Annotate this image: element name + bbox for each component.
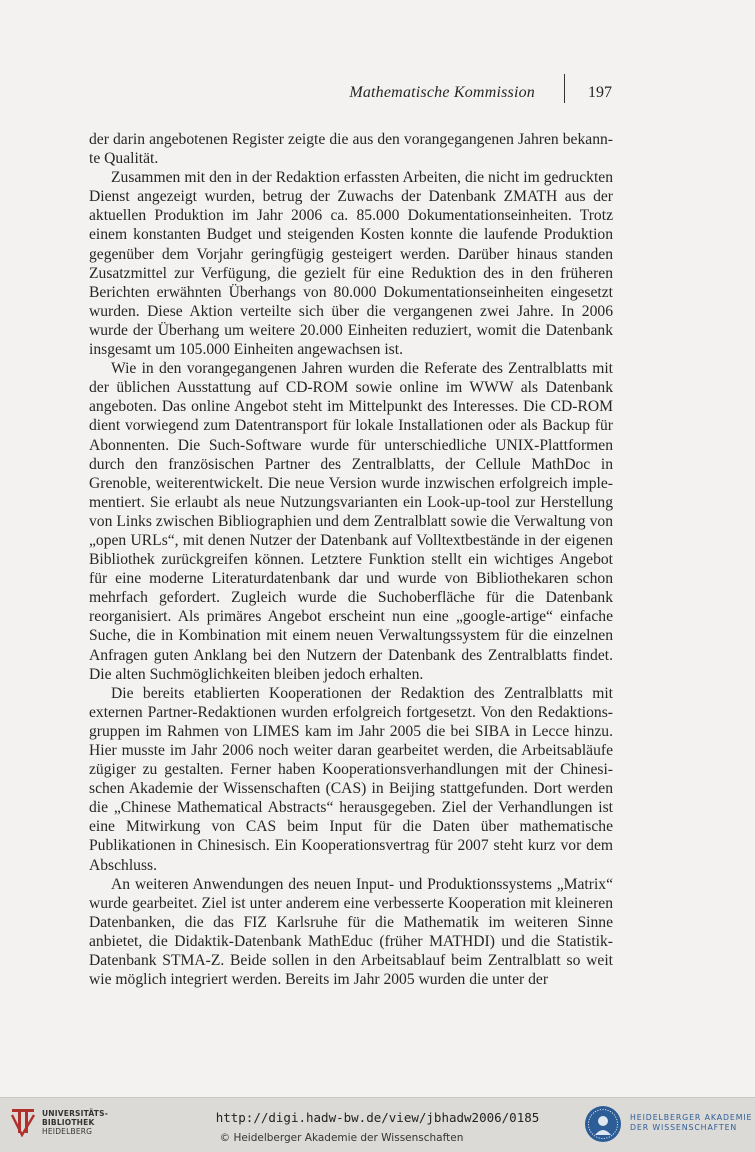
section-title: Mathematische Kommission	[349, 84, 535, 101]
academy-name-line2: DER WISSENSCHAFTEN	[630, 1123, 738, 1132]
library-name-line3: HEIDELBERG	[42, 1127, 93, 1136]
paragraph-4: Die bereits etablierten Kooperationen der Redaktion des Zentralblatts mit externen Partner-Redaktionen wurden erfolgreich fortgesetzt. Von den Redaktionsgruppen im Rahmen von LIMES kam im Jahr 2005 die bei SIBA in Lecce hinzu. Hier musste im Jahr 2006 noch weiter daran gearbeitet werden, die Arbeitsabläufe zügiger zu gestalten. Ferner haben Kooperationsverhandlungen mit der Chinesischen Akademie der Wissenschaften (CAS) in Beijing stattgefunden. Dort werden die „Chinese Mathematical Abstracts“ herausgegeben. Ziel der Verhandlungen ist eine Mitwirkung von CAS beim Input für die Daten über mathematische Publikationen in Chinesisch. Ein Kooperationsvertrag für 2007 steht kurz vor dem Abschluss.	[89, 684, 613, 874]
paragraph-5: An weiteren Anwendungen des neuen Input- und Produktionssystems „Matrix“ wurde gearbeitet. Ziel ist unter anderem eine verbesserte Kooperation mit kleineren Datenbanken, die das FIZ Karlsruhe für die Mathematik im weiteren Sinne anbietet, die Didaktik-Datenbank MathEduc (früher MATHDI) und die Statistik-Datenbank STMA-Z. Beide sollen in den Arbeitsablauf beim Zentralblatt so weit wie möglich integriert werden. Bereits im Jahr 2005 wurden die unter der	[89, 875, 613, 989]
paragraph-1: der darin angebotenen Register zeigte die aus den vorangegangenen Jahren bekannte Qualität.	[89, 131, 613, 168]
header-divider	[564, 74, 565, 103]
viewer-footer	[0, 1097, 755, 1152]
running-head	[0, 82, 755, 104]
hdaw-seal-icon[interactable]	[584, 1105, 622, 1143]
academy-name	[630, 1113, 752, 1133]
body-text	[89, 130, 613, 989]
academy-name-line1: HEIDELBERGER AKADEMIE	[630, 1113, 753, 1122]
paragraph-3: Wie in den vorangegangenen Jahren wurden die Referate des Zentralblatts mit der üblichen Ausstattung auf CD-ROM sowie online im WWW als Datenbank angeboten. Das online Angebot steht im Mittelpunkt des Interesses. Die CD-ROM dient vorwiegend zum Datentransport für lokale Installationen oder als Backup für Abonnenten. Die Such-Software wurde für unterschiedliche UNIX-Plattformen durch den französischen Partner des Zentralblatts, der Cellule MathDoc in Grenoble, weiterentwickelt. Die neue Version wurde inzwischen erfolgreich implementiert. Sie erlaubt als neue Nutzungsvarianten ein Look-up-tool zur Herstellung von Links zwischen Bibliographien und dem Zentralblatt sowie die Verwaltung von „open URLs“, mit denen Nutzer der Datenbank auf Volltextbestände in der eigenen Bibliothek zurückgreifen können. Letztere Funktion stellt ein wichtiges Angebot für eine moderne Literaturdatenbank dar und wurde von Bibliothekaren schon mehrfach gefordert. Zugleich wurde die Suchoberfläche für die Datenbank reorganisiert. Als primäres Angebot erscheint nun eine „google-artige“ einfache Suche, die in Kombination mit einem neuen Verwaltungssystem für die einzelnen Anfragen guten Anklang bei den Nutzern der Datenbank des Zentralblatts findet. Die alten Suchmöglichkeiten bleiben jedoch erhalten.	[89, 360, 613, 683]
library-name-line2: BIBLIOTHEK	[42, 1118, 95, 1127]
library-name-line1: UNIVERSITÄTS-	[42, 1109, 109, 1118]
paragraph-2: Zusammen mit den in der Redaktion erfassten Arbeiten, die nicht im gedruckten Dienst angezeigt wurden, betrug der Zuwachs der Datenbank ZMATH aus der aktuellen Produktion im Jahr 2006 ca. 85.000 Dokumentationseinheiten. Trotz einem konstanten Budget und steigenden Kosten konnte die laufende Produktion gegenüber dem Vorjahr geringfügig gesteigert werden. Darüber hinaus standen Zusatzmittel zur Verfügung, die gezielt für eine Reduktion des in den früheren Berichten erwähnten Überhangs von 80.000 Dokumentationseinheiten eingesetzt wurden. Diese Aktion verteilte sich über die vergangenen zwei Jahre. In 2006 wurde der Überhang um weitere 20.000 Einheiten reduziert, womit die Datenbank insgesamt um 105.000 Einheiten angewachsen ist.	[89, 169, 613, 359]
document-url-link[interactable]: http://digi.hadw-bw.de/view/jbhadw2006/0185	[215, 1110, 540, 1125]
copyright-notice: © Heidelberger Akademie der Wissenschaften	[219, 1132, 464, 1144]
page-number: 197	[588, 84, 612, 101]
